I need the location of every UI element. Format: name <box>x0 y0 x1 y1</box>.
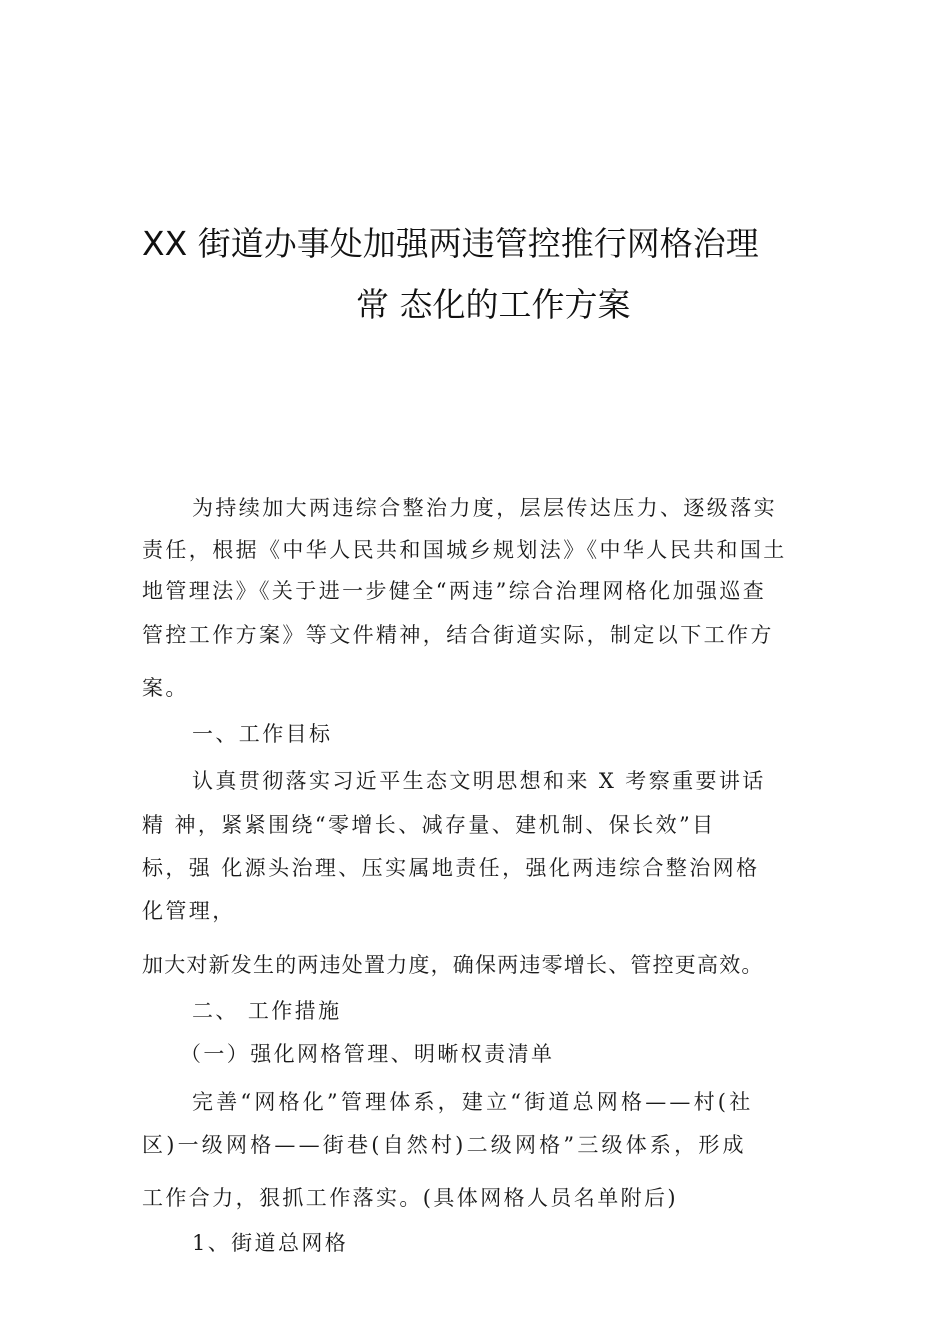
subsection-line: 完善“网格化”管理体系，建立“街道总网格——村(社 <box>192 1090 754 1114</box>
goals-line: 精 神，紧紧围绕“零增长、减存量、建机制、保长效”目 <box>142 813 716 837</box>
intro-line: 责任，根据《中华人民共和国城乡规划法》《中华人民共和国土 <box>142 538 787 562</box>
item-heading: 1、街道总网格 <box>192 1231 349 1255</box>
goals-line: 化管理， <box>142 899 236 923</box>
section-heading-goals: 一、工作目标 <box>192 722 333 746</box>
section-heading-measures: 二、 工作措施 <box>192 999 342 1023</box>
goals-line: 加大对新发生的两违处置力度，确保两违零增长、管控更高效。 <box>142 953 764 977</box>
subsection-line: 工作合力，狠抓工作落实。(具体网格人员名单附后) <box>142 1186 678 1210</box>
intro-line: 管控工作方案》等文件精神，结合街道实际，制定以下工作方 <box>142 623 774 647</box>
goals-line: 认真贯彻落实习近平生态文明思想和来 X 考察重要讲话 <box>192 769 766 793</box>
document-title-line-1: XX 街道办事处加强两违管控推行网格治理 <box>142 224 759 263</box>
document-title-line-2: 常 态化的工作方案 <box>356 285 631 324</box>
subsection-heading: （一）强化网格管理、明晰权责清单 <box>180 1042 555 1066</box>
intro-line: 案。 <box>142 676 189 700</box>
intro-line: 为持续加大两违综合整治力度，层层传达压力、逐级落实 <box>192 496 777 520</box>
intro-line: 地管理法》《关于进一步健全“两违”综合治理网格化加强巡查 <box>142 579 767 603</box>
goals-line: 标，强 化源头治理、压实属地责任，强化两违综合整治网格 <box>142 856 760 880</box>
subsection-line: 区)一级网格——街巷(自然村)二级网格”三级体系，形成 <box>142 1133 747 1157</box>
